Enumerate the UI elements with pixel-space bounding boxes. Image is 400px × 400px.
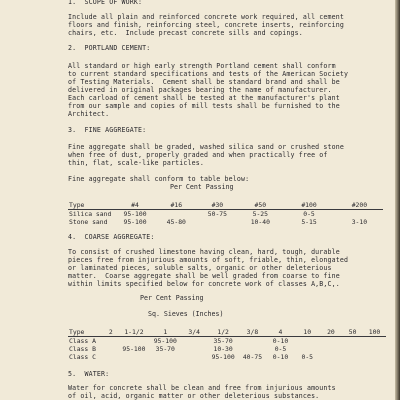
section-3-heading: 3. FINE AGGREGATE: bbox=[68, 126, 147, 134]
table-cell: 5-25 bbox=[252, 210, 268, 218]
section-5-heading: 5. WATER: bbox=[68, 370, 110, 378]
table-header-cell: #200 bbox=[336, 201, 383, 210]
table-row bbox=[68, 210, 383, 219]
coarse-aggregate-table-caption: Per Cent Passing bbox=[140, 294, 204, 302]
section-2-line: Each carload of cement shall be tested at the manufacturer's plant bbox=[68, 94, 340, 102]
table-cell: 0-10 bbox=[272, 353, 289, 361]
table-header-row bbox=[68, 201, 383, 210]
table-cell bbox=[118, 353, 149, 361]
coarse-aggregate-table bbox=[68, 328, 386, 361]
table-cell: Class B bbox=[69, 345, 96, 353]
table-cell bbox=[320, 337, 343, 346]
table-cell bbox=[295, 337, 320, 346]
table-cell: 95-100 bbox=[123, 218, 147, 226]
section-1-line: floors and finish, reinforcing steel, concrete inserts, reinforcing bbox=[68, 21, 345, 29]
table-cell bbox=[181, 337, 208, 346]
section-4-line: pieces free from injurious amounts of soft, friable, thin, elongated bbox=[68, 256, 349, 264]
section-5-line: Water for concrete shall be clean and free from injurious amounts bbox=[68, 384, 336, 392]
section-1-line: chairs, etc. Include precast concrete sills and copings. bbox=[68, 29, 303, 37]
table-cell: Class C bbox=[69, 353, 96, 361]
table-cell: 0-5 bbox=[274, 345, 287, 353]
section-2-line: of Testing Materials. Cement shall be standard brand and shall be bbox=[68, 78, 340, 86]
page-edge-shadow bbox=[395, 0, 400, 400]
table-header-cell: #16 bbox=[156, 201, 196, 210]
table-row bbox=[68, 353, 386, 361]
table-header-cell: Type bbox=[68, 201, 114, 210]
table-cell bbox=[103, 345, 118, 353]
table-cell: 5-15 bbox=[301, 218, 317, 226]
table-cell bbox=[181, 345, 208, 353]
table-cell bbox=[363, 337, 386, 346]
table-cell: 10-30 bbox=[213, 345, 233, 353]
fine-aggregate-table-intro: Fine aggregate shall conform to table below: bbox=[68, 175, 250, 183]
section-2-line: All standard or high early strength Portland cement shall conform bbox=[68, 62, 336, 70]
table-cell: 50-75 bbox=[207, 210, 227, 218]
table-row bbox=[68, 337, 386, 346]
table-cell bbox=[103, 353, 118, 361]
table-cell bbox=[239, 345, 266, 353]
section-3-line: when free of dust, properly graded and when practically free of bbox=[68, 151, 328, 159]
section-5-line: of oil, acid, organic matter or other deleterious substances. bbox=[68, 392, 320, 400]
table-header-cell: #100 bbox=[282, 201, 336, 210]
table-row bbox=[68, 345, 386, 353]
table-header-cell: #50 bbox=[238, 201, 282, 210]
table-cell: 3-10 bbox=[351, 218, 368, 226]
table-header-cell: 100 bbox=[363, 328, 386, 337]
fine-aggregate-table bbox=[68, 201, 383, 226]
table-header-cell: 3/4 bbox=[181, 328, 208, 337]
table-cell bbox=[181, 353, 208, 361]
table-header-cell: 1-1/2 bbox=[118, 328, 149, 337]
table-cell bbox=[363, 345, 386, 353]
table-header-cell: 4 bbox=[266, 328, 295, 337]
section-1-line: Include all plain and reinforced concrete work required, all cement bbox=[68, 13, 345, 21]
section-3-line: Fine aggregate shall be graded, washed silica sand or crushed stone bbox=[68, 143, 345, 151]
table-header-cell: 1/2 bbox=[207, 328, 238, 337]
table-cell bbox=[336, 210, 383, 219]
section-2-line: Architect. bbox=[68, 110, 110, 118]
table-cell bbox=[103, 337, 118, 346]
table-header-row bbox=[68, 328, 386, 337]
section-2-heading: 2. PORTLAND CEMENT: bbox=[68, 44, 151, 52]
section-4-line: or laminated pieces, soluble salts, organic or other deleterious bbox=[68, 264, 332, 272]
table-cell bbox=[156, 210, 196, 219]
table-cell: 95-100 bbox=[123, 210, 147, 218]
table-cell bbox=[239, 337, 266, 346]
section-4-heading: 4. COARSE AGGREGATE: bbox=[68, 233, 155, 241]
section-4-line: matter. Coarse aggregate shall be well graded from coarse to fine bbox=[68, 272, 340, 280]
table-cell bbox=[342, 337, 363, 346]
table-header-cell: #30 bbox=[196, 201, 238, 210]
table-cell: 0-5 bbox=[303, 210, 315, 218]
section-2-line: delivered in original packages bearing the name of manufacturer. bbox=[68, 86, 332, 94]
section-4-line: within limits specified below for concrete work of classes A,B,C,. bbox=[68, 280, 340, 288]
table-cell bbox=[150, 353, 181, 361]
table-header-cell: 2 bbox=[103, 328, 118, 337]
table-cell: 95-100 bbox=[153, 337, 177, 345]
table-cell: 35-70 bbox=[155, 345, 175, 353]
section-2-line: to current standard specifications and tests of the American Society bbox=[68, 70, 349, 78]
table-cell: 40-75 bbox=[242, 353, 263, 361]
table-cell: 95-100 bbox=[122, 345, 146, 353]
table-cell bbox=[295, 345, 320, 353]
table-cell: 10-40 bbox=[250, 218, 270, 226]
table-cell: 0-10 bbox=[272, 337, 289, 345]
table-header-cell: 20 bbox=[320, 328, 343, 337]
table-cell bbox=[320, 345, 343, 353]
table-cell: 0-5 bbox=[301, 353, 314, 361]
table-cell: Class A bbox=[69, 337, 96, 345]
table-header-cell: 1 bbox=[150, 328, 181, 337]
table-cell bbox=[342, 345, 363, 353]
table-cell: Stone sand bbox=[69, 218, 108, 226]
table-header-cell: 3/8 bbox=[239, 328, 266, 337]
table-header-cell: 10 bbox=[295, 328, 320, 337]
coarse-aggregate-table-subcaption: Sq. Sieves (Inches) bbox=[148, 310, 224, 318]
table-cell: 45-80 bbox=[166, 218, 186, 226]
table-cell: 95-100 bbox=[211, 353, 235, 361]
table-row bbox=[68, 218, 383, 226]
table-cell bbox=[363, 353, 386, 361]
table-cell bbox=[196, 218, 238, 226]
table-header-cell: 50 bbox=[342, 328, 363, 337]
section-4-line: To consist of crushed limestone having clean, hard, tough, durable bbox=[68, 248, 340, 256]
table-cell bbox=[118, 337, 149, 346]
table-header-cell: Type bbox=[68, 328, 103, 337]
table-cell: Silica sand bbox=[69, 210, 112, 218]
table-cell bbox=[320, 353, 343, 361]
section-2-line: from our sample and copies of mill tests shall be furnished to the bbox=[68, 102, 340, 110]
table-cell: 35-70 bbox=[213, 337, 233, 345]
table-header-cell: #4 bbox=[114, 201, 156, 210]
section-3-line: thin, flat, scale-like particles. bbox=[68, 159, 204, 167]
section-1-heading: 1. SCOPE OF WORK: bbox=[68, 0, 143, 6]
fine-aggregate-table-caption: Per Cent Passing bbox=[170, 183, 234, 191]
table-cell bbox=[342, 353, 363, 361]
